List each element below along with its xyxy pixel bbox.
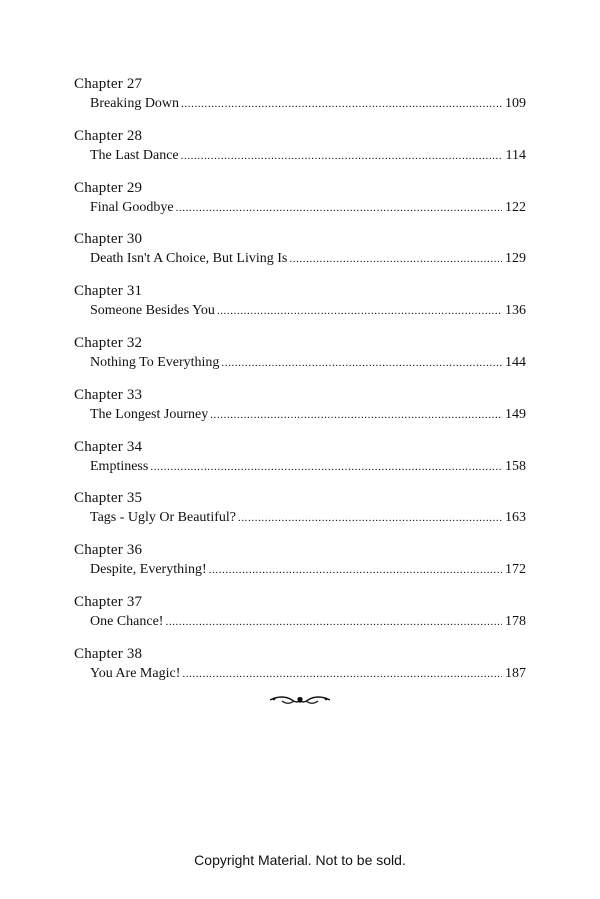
toc-entry-chapter-34[interactable]	[74, 438, 526, 490]
page-number: 172	[505, 562, 526, 578]
chapter-title: Someone Besides You	[90, 303, 215, 319]
toc-line	[90, 94, 526, 114]
chapter-title: Death Isn't A Choice, But Living Is	[90, 251, 288, 267]
toc-entry-chapter-31[interactable]	[74, 282, 526, 334]
toc-line	[90, 249, 526, 269]
toc-line	[90, 664, 526, 684]
toc-line	[90, 198, 526, 218]
dot-leader	[150, 458, 502, 477]
toc-entry-chapter-27[interactable]	[74, 75, 526, 127]
chapter-number: Chapter 35	[74, 490, 143, 507]
chapter-number: Chapter 29	[74, 179, 143, 196]
page-number: 109	[505, 96, 526, 111]
chapter-number: Chapter 38	[74, 645, 143, 662]
chapter-number: Chapter 28	[74, 127, 143, 144]
dot-leader	[209, 561, 502, 580]
toc-entry-chapter-33[interactable]	[74, 386, 526, 438]
toc-line	[90, 612, 526, 632]
toc-entry-chapter-28[interactable]	[74, 127, 526, 179]
toc-entry-chapter-30[interactable]	[74, 230, 526, 282]
toc-entry-chapter-35[interactable]	[74, 489, 526, 541]
toc-entry-chapter-36[interactable]	[74, 541, 526, 593]
table-of-contents	[74, 75, 526, 697]
chapter-number: Chapter 31	[74, 283, 143, 300]
toc-entry-chapter-29[interactable]	[74, 179, 526, 231]
dot-leader	[182, 665, 502, 684]
chapter-number: Chapter 33	[74, 386, 143, 403]
chapter-title: You Are Magic!	[90, 665, 181, 681]
chapter-title: Final Goodbye	[90, 199, 174, 215]
chapter-number: Chapter 30	[74, 231, 143, 248]
page-number: 129	[505, 251, 526, 267]
toc-line	[90, 560, 526, 580]
toc-line	[90, 353, 526, 373]
chapter-title: Breaking Down	[90, 96, 180, 111]
dot-leader	[238, 509, 502, 528]
page-number: 178	[505, 613, 526, 629]
dot-leader	[176, 199, 502, 218]
chapter-number: Chapter 36	[74, 542, 143, 559]
toc-entry-chapter-37[interactable]	[74, 593, 526, 645]
flourish-divider-icon	[268, 692, 332, 708]
page-number: 187	[505, 665, 526, 681]
page-number: 158	[505, 458, 526, 474]
page-number: 149	[505, 406, 526, 422]
page-number: 136	[505, 303, 526, 319]
chapter-title: Nothing To Everything	[90, 354, 220, 370]
toc-line	[90, 405, 526, 425]
dot-leader	[221, 354, 502, 373]
dot-leader	[210, 406, 502, 425]
toc-entry-chapter-38[interactable]	[74, 645, 526, 697]
chapter-title: The Longest Journey	[90, 406, 209, 422]
page-number: 122	[505, 199, 526, 215]
chapter-number: Chapter 32	[74, 334, 143, 351]
dot-leader	[289, 250, 502, 269]
chapter-title: Emptiness	[90, 458, 149, 474]
chapter-title: Despite, Everything!	[90, 562, 207, 578]
chapter-number: Chapter 37	[74, 593, 143, 610]
toc-line	[90, 508, 526, 528]
toc-entry-chapter-32[interactable]	[74, 334, 526, 386]
chapter-title: Tags - Ugly Or Beautiful?	[90, 510, 236, 526]
chapter-number: Chapter 34	[74, 438, 143, 455]
toc-line	[90, 301, 526, 321]
page-number: 144	[505, 354, 526, 370]
chapter-title: One Chance!	[90, 613, 164, 629]
dot-leader	[165, 613, 502, 632]
chapter-number: Chapter 27	[74, 76, 143, 92]
dot-leader	[181, 147, 503, 166]
copyright-notice: Copyright Material. Not to be sold.	[194, 852, 406, 868]
page-number: 163	[505, 510, 526, 526]
chapter-title: The Last Dance	[90, 147, 179, 163]
toc-line	[90, 457, 526, 477]
page-number: 114	[505, 147, 526, 163]
dot-leader	[217, 302, 502, 321]
dot-leader	[181, 95, 502, 114]
toc-line	[90, 146, 526, 166]
